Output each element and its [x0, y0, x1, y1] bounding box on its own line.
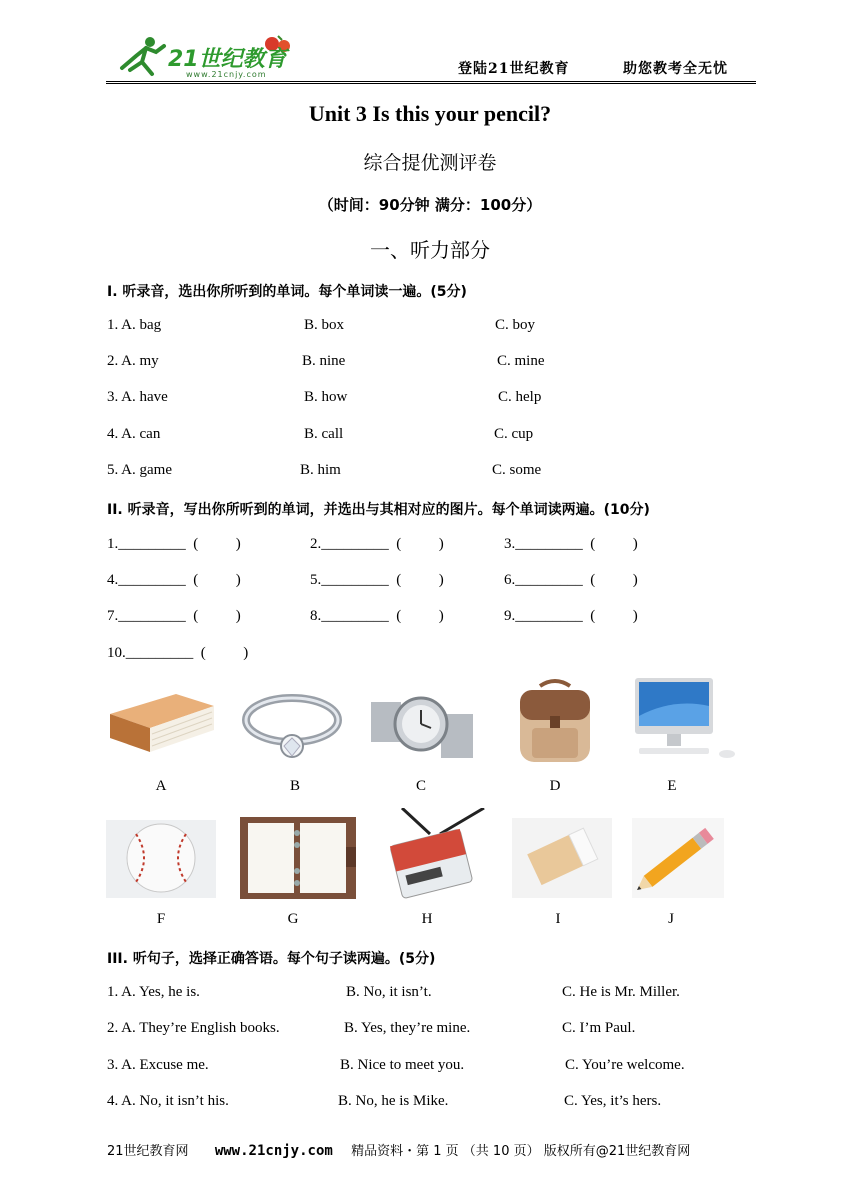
header-slogan-b: 助您教考全无忧: [623, 61, 728, 77]
picture-watch: [367, 684, 477, 764]
blank-1[interactable]: 1._________ ( ): [107, 536, 241, 552]
picture-backpack: [514, 676, 596, 768]
pic-letter-i: I: [555, 911, 561, 927]
s3-row1-a: 1. A. Yes, he is.: [107, 984, 200, 1000]
s3-row4-a: 4. A. No, it isn’t his.: [107, 1093, 229, 1109]
time-info: （时间：90分钟 满分：100分）: [318, 196, 542, 214]
header-slogan-a: 登陆21世纪教育: [458, 61, 570, 77]
picture-pencil: [632, 818, 724, 898]
s1-row4-c: C. cup: [494, 426, 534, 442]
footer-url[interactable]: www.21cnjy.com: [214, 1143, 333, 1159]
section1-title: [107, 281, 467, 301]
s3-row4-c: C. Yes, it’s hers.: [564, 1093, 662, 1109]
s1-row5-b: B. him: [300, 462, 341, 478]
s3-row2-c: C. I’m Paul.: [562, 1020, 636, 1036]
page-subtitle: 综合提优测评卷: [363, 152, 497, 174]
picture-baseball: [106, 820, 216, 898]
picture-computer: [633, 676, 739, 764]
picture-id-card: [380, 808, 490, 900]
blank-6[interactable]: 6._________ ( ): [504, 572, 638, 588]
s3-row1-b: B. No, it isn’t.: [346, 984, 432, 1000]
header-logo-text: 21世纪教育: [168, 47, 287, 72]
header-logo-url: www.21cnjy.com: [186, 70, 267, 79]
header-rule: [106, 81, 756, 82]
s1-row3-a: 3. A. have: [107, 389, 168, 405]
blank-5[interactable]: 5._________ ( ): [310, 572, 444, 588]
blank-4[interactable]: 4._________ ( ): [107, 572, 241, 588]
part1-title: 一、听力部分: [370, 238, 490, 262]
page-title: Unit 3 Is this your pencil?: [308, 101, 552, 126]
section1-title-text: I. 听录音，选出你所听到的单词。每个单词读一遍。(5分): [107, 284, 467, 300]
picture-notebook: [240, 817, 356, 899]
s3-row2-a: 2. A. They’re English books.: [107, 1020, 280, 1036]
s1-row1-b: B. box: [304, 317, 345, 333]
pic-letter-e: E: [667, 778, 677, 794]
picture-eraser: [512, 818, 612, 898]
s1-row2-b: B. nine: [302, 353, 346, 369]
pic-letter-j: J: [668, 911, 674, 927]
s3-row3-c: C. You’re welcome.: [565, 1057, 685, 1073]
pic-letter-b: B: [289, 778, 300, 794]
s3-row2-b: B. Yes, they’re mine.: [344, 1020, 471, 1036]
s1-row5-a: 5. A. game: [107, 462, 172, 478]
s1-row3-c: C. help: [498, 389, 542, 405]
footer-page-info: 精品资料・第 1 页 （共 10 页） 版权所有@21世纪教育网: [351, 1144, 691, 1159]
s1-row3-b: B. how: [304, 389, 348, 405]
s3-row3-a: 3. A. Excuse me.: [107, 1057, 209, 1073]
blank-2[interactable]: 2._________ ( ): [310, 536, 444, 552]
pic-letter-f: F: [156, 911, 166, 927]
s3-row3-b: B. Nice to meet you.: [340, 1057, 465, 1073]
s1-row1-c: C. boy: [495, 317, 536, 333]
s3-row1-c: C. He is Mr. Miller.: [562, 984, 680, 1000]
blank-7[interactable]: 7._________ ( ): [107, 608, 241, 624]
blank-10[interactable]: 10._________ ( ): [107, 645, 249, 661]
pic-letter-c: C: [415, 778, 426, 794]
footer: [107, 1140, 690, 1159]
picture-book: [106, 684, 218, 764]
s1-row2-c: C. mine: [497, 353, 545, 369]
s1-row4-b: B. call: [304, 426, 344, 442]
s1-row5-c: C. some: [492, 462, 542, 478]
pic-letter-a: A: [155, 778, 167, 794]
s1-row2-a: 2. A. my: [107, 353, 159, 369]
footer-site-name: 21世纪教育网: [107, 1144, 189, 1159]
picture-ring: [240, 686, 344, 764]
blank-8[interactable]: 8._________ ( ): [310, 608, 444, 624]
pic-letter-g: G: [287, 911, 299, 927]
section2-title: II. 听录音，写出你所听到的单词，并选出与其相对应的图片。每个单词读两遍。(10分): [107, 502, 650, 518]
blank-9[interactable]: 9._________ ( ): [504, 608, 638, 624]
section3-title: III. 听句子，选择正确答语。每个句子读两遍。(5分): [107, 951, 436, 967]
header-rule-2: [106, 83, 756, 84]
s3-row4-b: B. No, he is Mike.: [338, 1093, 449, 1109]
s1-row1-a: 1. A. bag: [107, 317, 162, 333]
s1-row4-a: 4. A. can: [107, 426, 161, 442]
pic-letter-d: D: [549, 778, 561, 794]
pic-letter-h: H: [421, 911, 433, 927]
blank-3[interactable]: 3._________ ( ): [504, 536, 638, 552]
